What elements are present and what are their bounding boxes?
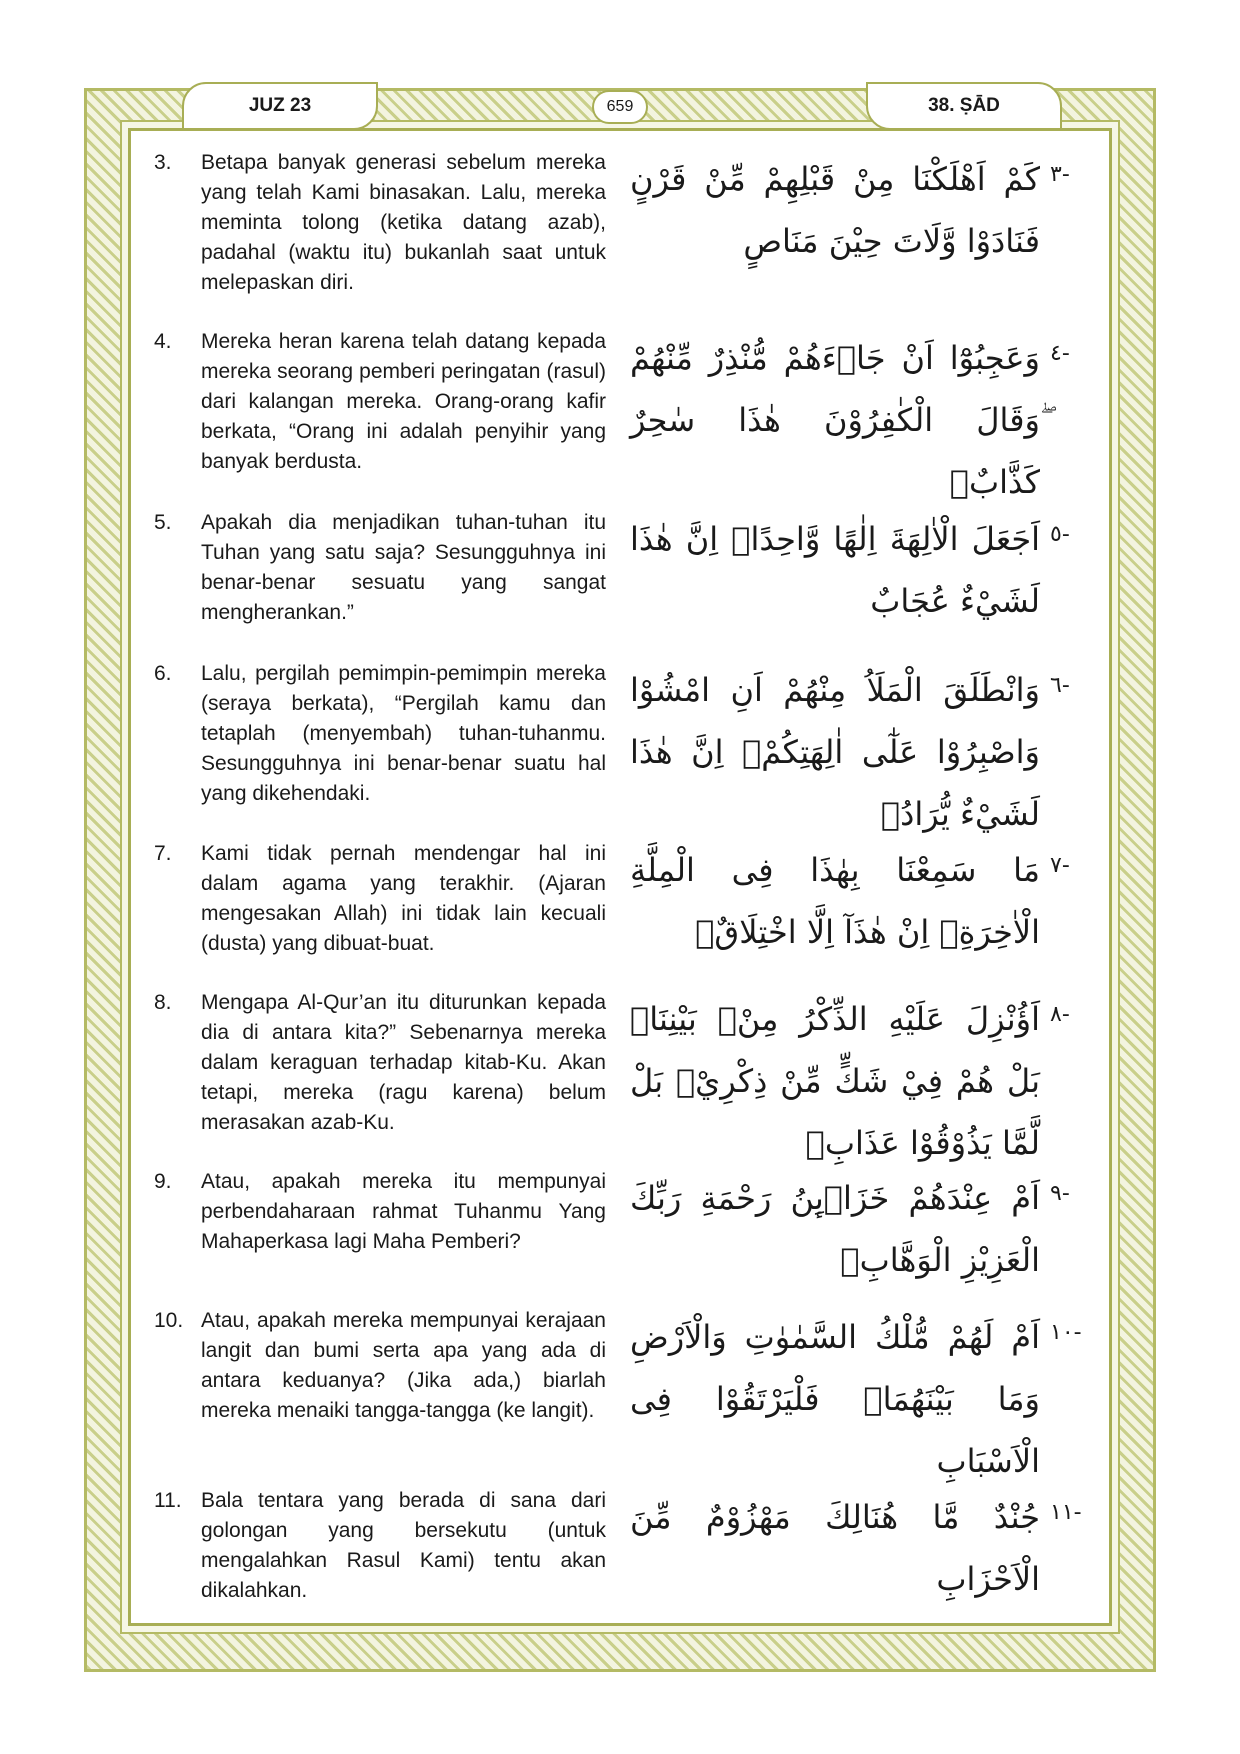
verse-translation: Lalu, pergilah pemimpin-pemimpin mereka (seraya berkata), “Pergilah kamu dan tetaplah (menyembah) tuhan-tuhanmu. Sesungguhnya ini benar-benar suatu hal yang dikehendaki. xyxy=(201,662,606,805)
page-number: 659 xyxy=(592,90,648,124)
verse-arabic: وَانْطَلَقَ الْمَلَاُ مِنْهُمْ اَنِ امْشُوْا وَاصْبِرُوْا عَلٰٓى اٰلِهَتِكُمْۖ اِنَّ هٰذَا لَشَيْءٌ يُّرَادُۖ xyxy=(630,671,1040,833)
verse-number: 8. xyxy=(154,991,172,1014)
verse-arabic: مَا سَمِعْنَا بِهٰذَا فِى الْمِلَّةِ الْاٰخِرَةِۖ اِنْ هٰذَآ اِلَّا اخْتِلَاقٌۚ xyxy=(630,851,1040,951)
verse-translation: Bala tentara yang berada di sana dari golongan yang bersekutu (untuk mengalahkan Rasul Kami) tentu akan dikalahkan. xyxy=(201,1489,606,1602)
verse-arabic-number: -١٠ xyxy=(1050,1320,1082,1345)
verse-arabic-number: -١١ xyxy=(1050,1500,1082,1525)
verse-arabic: جُنْدٌ مَّا هُنَالِكَ مَهْزُوْمٌ مِّنَ الْاَحْزَابِ xyxy=(630,1498,1040,1598)
verse-arabic-number: -٦ xyxy=(1050,673,1070,698)
verse-translation: Mengapa Al-Qur’an itu diturunkan kepada dia di antara kita?” Sebenarnya mereka dalam keraguan terhadap kitab-Ku. Akan tetapi, mereka (ragu karena) belum merasakan azab-Ku. xyxy=(201,991,606,1134)
verse-arabic-number: -٥ xyxy=(1050,522,1070,547)
verse-translation: Atau, apakah mereka itu mempunyai perbendaharaan rahmat Tuhanmu Yang Mahaperkasa lagi Maha Pemberi? xyxy=(201,1170,606,1253)
verse-arabic: وَعَجِبُوْٓا اَنْ جَاۤءَهُمْ مُّنْذِرٌ مِّنْهُمْ ۖوَقَالَ الْكٰفِرُوْنَ هٰذَا سٰحِرٌ كَذَّابٌۚ xyxy=(630,339,1040,501)
verse-translation: Atau, apakah mereka mempunyai kerajaan langit dan bumi serta apa yang ada di antara keduanya? (Jika ada,) biarlah mereka menaiki tangga-tangga (ke langit). xyxy=(201,1309,606,1422)
verse-arabic: اَمْ عِنْدَهُمْ خَزَاۤىِٕنُ رَحْمَةِ رَبِّكَ الْعَزِيْزِ الْوَهَّابِۚ xyxy=(630,1179,1040,1279)
verse-number: 6. xyxy=(154,662,172,685)
verse-number: 10. xyxy=(154,1309,184,1332)
verse-translation: Apakah dia menjadikan tuhan-tuhan itu Tuhan yang satu saja? Sesungguhnya ini benar-benar sesuatu yang sangat mengherankan.” xyxy=(201,511,606,624)
surah-label: 38. ṢĀD xyxy=(866,82,1062,130)
verse-number: 11. xyxy=(154,1489,182,1512)
verse-arabic-number: -٨ xyxy=(1050,1002,1070,1027)
verse-translation: Betapa banyak generasi sebelum mereka yang telah Kami binasakan. Lalu, mereka meminta tolong (ketika datang azab), padahal (waktu itu) bukanlah saat untuk melepaskan diri. xyxy=(201,151,606,294)
verse-translation: Kami tidak pernah mendengar hal ini dalam agama yang terakhir. (Ajaran mengesakan Allah) ini tidak lain kecuali (dusta) yang dibuat-buat. xyxy=(201,842,606,955)
verse-arabic-number: -٣ xyxy=(1050,162,1070,187)
verse-arabic: كَمْ اَهْلَكْنَا مِنْ قَبْلِهِمْ مِّنْ قَرْنٍ فَنَادَوْا وَّلَاتَ حِيْنَ مَنَاصٍ xyxy=(630,160,1040,260)
verse-arabic-number: -٧ xyxy=(1050,853,1070,878)
verse-arabic: اَؤُنْزِلَ عَلَيْهِ الذِّكْرُ مِنْۢ بَيْنِنَاۗ بَلْ هُمْ فِيْ شَكٍّ مِّنْ ذِكْرِيْۚ بَلْ لَّمَّا يَذُوْقُوْا عَذَابِۗ xyxy=(630,1000,1040,1162)
verse-translation: Mereka heran karena telah datang kepada mereka seorang pemberi peringatan (rasul) dari kalangan mereka. Orang-orang kafir berkata, “Orang ini adalah penyihir yang banyak berdusta. xyxy=(201,330,606,473)
verse-number: 7. xyxy=(154,842,172,865)
verse-arabic: اَمْ لَهُمْ مُّلْكُ السَّمٰوٰتِ وَالْاَرْضِ وَمَا بَيْنَهُمَاۗ فَلْيَرْتَقُوْا فِى الْاَسْبَابِ xyxy=(630,1318,1040,1480)
verse-number: 5. xyxy=(154,511,172,534)
juz-label: JUZ 23 xyxy=(182,82,378,130)
verse-number: 4. xyxy=(154,330,172,353)
verse-number: 3. xyxy=(154,151,172,174)
verse-arabic-number: -٤ xyxy=(1050,341,1070,366)
verse-arabic: اَجَعَلَ الْاٰلِهَةَ اِلٰهًا وَّاحِدًاۖ اِنَّ هٰذَا لَشَيْءٌ عُجَابٌ xyxy=(630,520,1040,620)
verse-arabic-number: -٩ xyxy=(1050,1181,1070,1206)
verse-number: 9. xyxy=(154,1170,172,1193)
